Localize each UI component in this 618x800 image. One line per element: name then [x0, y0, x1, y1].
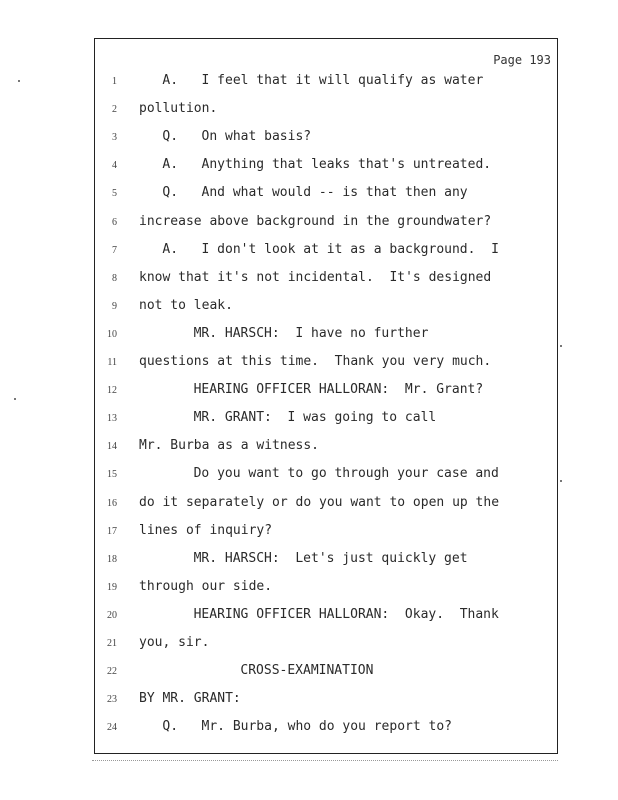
transcript-line [95, 298, 557, 322]
transcript-line [95, 270, 557, 294]
line-number: 2 [112, 104, 117, 116]
line-number: 20 [107, 609, 117, 621]
line-text: pollution. [139, 101, 218, 117]
scan-speck [14, 398, 16, 400]
transcript-line [95, 523, 557, 547]
transcript-line [95, 438, 557, 462]
transcript-line [95, 101, 557, 125]
transcript-line [95, 354, 557, 378]
line-number: 22 [107, 666, 117, 678]
transcript-line [95, 410, 557, 434]
transcript-line [95, 157, 557, 181]
line-text: MR. GRANT: I was going to call [193, 410, 437, 426]
line-number: 12 [107, 385, 117, 397]
transcript-line [95, 551, 557, 575]
line-number: 19 [107, 581, 117, 593]
transcript-line [95, 579, 557, 603]
transcript-line [95, 466, 557, 490]
line-text: know that it's not incidental. It's designed [139, 269, 492, 285]
line-text: MR. HARSCH: I have no further [193, 325, 429, 341]
transcript-page [94, 38, 558, 754]
line-text: increase above background in the groundwater? [139, 213, 492, 229]
transcript-line [95, 185, 557, 209]
line-text: A. I feel that it will qualify as water [162, 73, 484, 88]
page-number: Page 193 [493, 53, 551, 67]
line-number: 11 [107, 357, 117, 368]
line-number: 10 [107, 328, 117, 340]
line-number: 18 [107, 553, 117, 565]
transcript-line [95, 495, 557, 519]
line-number: 23 [107, 694, 117, 706]
transcript-line [95, 635, 557, 659]
transcript-line [95, 607, 557, 631]
transcript-line [95, 382, 557, 406]
bottom-rule [92, 760, 558, 761]
line-number: 16 [107, 497, 117, 509]
line-number: 6 [112, 216, 117, 228]
line-text: HEARING OFFICER HALLORAN: Mr. Grant? [193, 382, 484, 398]
transcript-line [95, 73, 557, 97]
line-text: HEARING OFFICER HALLORAN: Okay. Thank [193, 606, 499, 622]
transcript-line [95, 129, 557, 153]
transcript-line [95, 663, 557, 687]
line-text: Q. On what basis? [162, 129, 312, 145]
scan-speck [18, 80, 20, 82]
line-number: 9 [112, 300, 117, 312]
line-text: not to leak. [139, 297, 233, 313]
line-number: 14 [107, 441, 117, 453]
line-text: lines of inquiry? [139, 522, 273, 538]
line-text: A. Anything that leaks that's untreated. [162, 157, 492, 173]
line-text: Do you want to go through your case and [193, 466, 499, 482]
transcript-line [95, 326, 557, 350]
line-number: 7 [112, 244, 117, 256]
line-number: 13 [107, 413, 117, 425]
transcript-line [95, 719, 557, 743]
line-text: CROSS-EXAMINATION [240, 663, 374, 679]
line-number: 21 [107, 638, 117, 649]
line-number: 24 [107, 722, 117, 734]
line-number: 4 [112, 160, 117, 172]
line-number: 1 [112, 76, 117, 87]
line-number: 8 [112, 272, 117, 284]
line-text: BY MR. GRANT: [139, 691, 241, 707]
line-number: 3 [112, 132, 117, 144]
line-number: 15 [107, 469, 117, 481]
line-text: A. I don't look at it as a background. I [162, 241, 499, 257]
line-text: you, sir. [139, 635, 210, 650]
line-text: Q. And what would -- is that then any [162, 185, 468, 201]
scan-speck [560, 345, 562, 347]
line-number: 5 [112, 188, 117, 200]
scan-speck [560, 480, 562, 482]
line-text: Mr. Burba as a witness. [139, 438, 320, 454]
line-text: MR. HARSCH: Let's just quickly get [193, 550, 468, 566]
line-text: Q. Mr. Burba, who do you report to? [162, 719, 452, 735]
transcript-line [95, 691, 557, 715]
line-number: 17 [107, 525, 117, 537]
line-text: do it separately or do you want to open up the [139, 494, 500, 510]
transcript-line [95, 214, 557, 238]
line-text: questions at this time. Thank you very much. [139, 354, 492, 369]
line-text: through our side. [139, 578, 273, 594]
transcript-line [95, 242, 557, 266]
